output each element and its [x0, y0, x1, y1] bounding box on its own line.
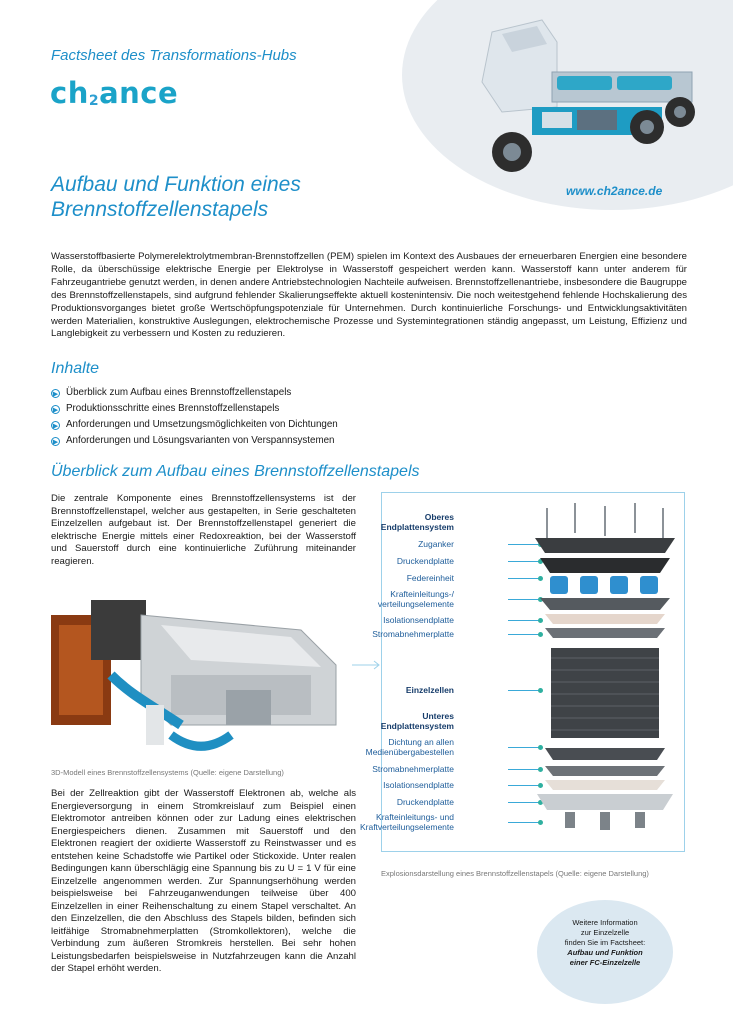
stack-label: Zuganker	[418, 539, 454, 549]
arrow-circle-icon: ▶	[52, 438, 59, 446]
factsheet-subtitle: Factsheet des Transformations-Hubs	[51, 47, 297, 64]
overview-paragraph-2: Bei der Zellreaktion gibt der Wasserstoff Elektronen ab, welche als Energieversorgung in einem Stromkreislauf zum Beispiel einen Elektromotor antreiben können oder zur Ladung eines elektrischen Energiespeichers dienen. Zusammen mit Sauerstoff und den Elektronen reagiert der oxidierte Wasserstoff zu Reinstwasser und es entstehen keine Schadstoffe wie Partikel oder Stickoxide. Unter realen Bedingungen kann überschlägig eine Spannung bis zu U = 1 V für eine Einzelzelle angenommen werden. Zur Spannungserhöhung werden beispielsweise bei Fahrzeuganwendungen teilweise über 400 Einzelzellen in einer Reihenschaltung zu einem Stapel verschaltet. An den Einzelzellen, die den Abschluss des Stapels bilden, befinden sich leitfähige Stromabnehmerplatten (Stromkollektoren), welche die Verbindung zum äußeren Stromkreis herstellen. Bei sehr hohen Leistungsbedarfen beispielsweise in Nutzfahrzeugen kann die Anzahl der Stapel erhöht werden.	[51, 788, 356, 974]
stack-label: Dichtung an allen	[388, 737, 454, 747]
intro-paragraph: Wasserstoffbasierte Polymerelektrolytmembran-Brennstoffzellen (PEM) spielen im Kontext des Ausbaues der erneuerbaren Energien eine besondere Rolle, da überschüssige elektrische Energie per Elektrolyse in Wasserstoff gespeichert werden kann. Wasserstoff kann unter anderem für Fahrzeugantriebe genutzt werden, in denen andere Antriebstechnologien Nachteile aufweisen. Brennstoffzellenantriebe, insbesondere die Baugruppe des Brennstoffzellenstapels, sind aufgrund fehlender Skalierungseffekte aktuell kostenintensiv. Die noch weitestgehend fehlende Hochskalierung des Produktionsvorganges bietet große Wertschöpfungspotenziale für Unternehmen. Durch kontinuierliche Forschungs- und Entwicklungsaktivitäten werden Materialien, konstruktive Auslegungen, elektrochemische Prozesse und Systemintegrationen ständig angepasst, um Leistung, Effizienz und Langlebigkeit zu verbessern und Kosten zu reduzieren.	[51, 251, 687, 340]
stack-label: Kraftverteilungselemente	[359, 822, 454, 832]
fuel-cell-system-3d-image	[51, 585, 356, 760]
truck-illustration	[452, 12, 710, 182]
stack-label: Druckendplatte	[396, 797, 454, 807]
contents-item[interactable]: ▶ Überblick zum Aufbau eines Brennstoffzellenstapels	[52, 387, 292, 398]
caption-stack: Explosionsdarstellung eines Brennstoffzellenstapels (Quelle: eigene Darstellung)	[381, 869, 649, 878]
stack-label: Oberes	[424, 512, 454, 522]
contents-item[interactable]: ▶ Produktionsschritte eines Brennstoffzellenstapels	[52, 403, 280, 414]
stack-label: Druckendplatte	[396, 556, 454, 566]
caption-3d-model: 3D-Modell eines Brennstoffzellensystems (Quelle: eigene Darstellung)	[51, 768, 284, 777]
stack-label: Stromabnehmerplatte	[372, 764, 454, 774]
stack-label: Isolationsendplatte	[383, 780, 454, 790]
stack-label: Endplattensystem	[380, 721, 454, 731]
contents-heading: Inhalte	[51, 360, 100, 377]
stack-label: Federeinheit	[406, 573, 454, 583]
stack-label: Krafteinleitungs- und	[376, 812, 454, 822]
arrow-circle-icon: ▶	[52, 406, 59, 414]
page-title: Aufbau und Funktion eines Brennstoffzellenstapels	[51, 173, 301, 221]
info-bubble-text[interactable]: Weitere Information zur Einzelzelle finden Sie im Factsheet: Aufbau und Funktion einer FC-Einzelzelle	[564, 918, 646, 967]
fuel-cell-stack-exploded-image	[525, 498, 685, 840]
connector-arrow-icon	[352, 655, 382, 675]
stack-label: Medienübergabestellen	[365, 747, 454, 757]
website-url[interactable]: www.ch2ance.de	[566, 184, 663, 198]
contents-list	[51, 385, 338, 449]
stack-label: Einzelzellen	[405, 685, 454, 695]
overview-heading: Überblick zum Aufbau eines Brennstoffzellenstapels	[51, 463, 420, 480]
stack-label: Krafteinleitungs-/	[390, 589, 454, 599]
contents-item[interactable]: ▶ Anforderungen und Lösungsvarianten von Verspannsystemen	[52, 435, 335, 446]
stack-label: Stromabnehmerplatte	[372, 629, 454, 639]
contents-item[interactable]: ▶ Anforderungen und Umsetzungsmöglichkeiten von Dichtungen	[52, 419, 338, 430]
arrow-circle-icon: ▶	[52, 390, 59, 398]
stack-label: Unteres	[422, 711, 454, 721]
overview-paragraph-1: Die zentrale Komponente eines Brennstoffzellensystems ist der Brennstoffzellenstapel, welcher aus gestapelten, in Serie geschalteten Einzelzellen aufgebaut ist. Der Brennstoffzellenstapel generiert die elektrische Energie mittels einer Redoxreaktion, bei der Wasserstoff und Sauerstoff durch eine kontinuierliche Zuführung miteinander reagieren.	[51, 493, 356, 567]
ch2ance-logo: $ch_2ance$	[50, 76, 179, 110]
arrow-circle-icon: ▶	[52, 422, 59, 430]
stack-label: Isolationsendplatte	[383, 615, 454, 625]
stack-label: verteilungselemente	[377, 599, 454, 609]
stack-label: Endplattensystem	[380, 522, 454, 532]
